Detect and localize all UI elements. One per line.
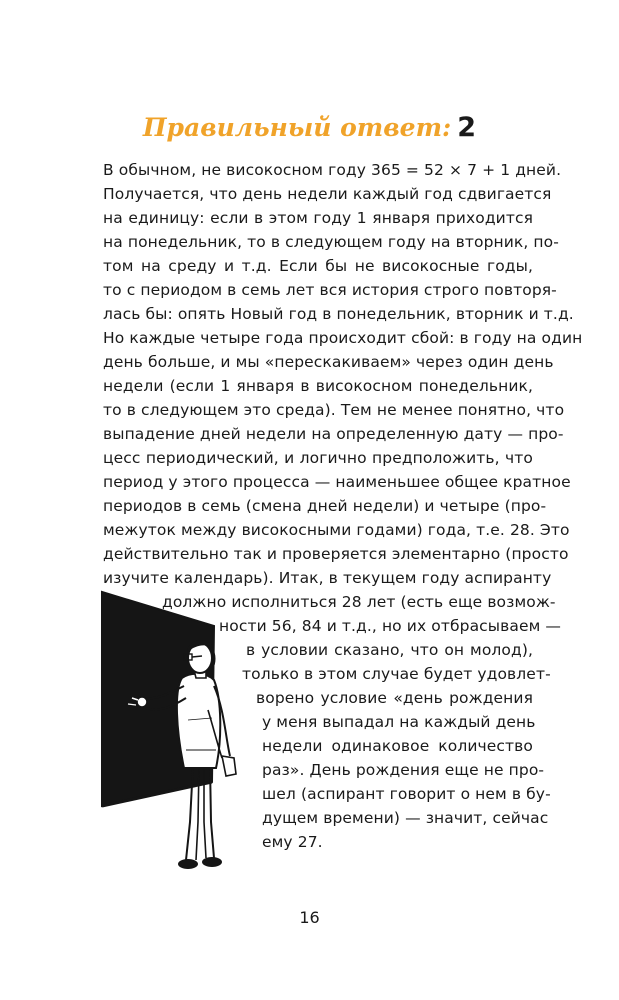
text-line: недели одинаковое количество bbox=[262, 737, 533, 755]
answer-heading-label: Правильный ответ: bbox=[142, 113, 452, 142]
text-line: межуток между високосными годами) года, т.е. 28. Это bbox=[103, 521, 570, 539]
text-line: цесс периодический, и логично предположить, что bbox=[103, 449, 533, 467]
text-line: Но каждые четыре года происходит сбой: в году на один bbox=[103, 329, 583, 347]
text-line: ему 27. bbox=[262, 833, 323, 851]
text-line: изучите календарь). Итак, в текущем году аспиранту bbox=[103, 569, 552, 587]
text-line: период у этого процесса — наименьшее общее кратное bbox=[103, 473, 571, 491]
text-line: у меня выпадал на каждый день bbox=[262, 713, 536, 731]
page-number: 16 bbox=[299, 908, 320, 927]
text-line: недели (если 1 января в високосном понедельник, bbox=[103, 377, 533, 395]
answer-number: 2 bbox=[457, 112, 477, 143]
text-line: шел (аспирант говорит о нем в бу- bbox=[262, 785, 551, 803]
text-line: ности 56, 84 и т.д., но их отбрасываем — bbox=[219, 617, 562, 635]
text-line: день больше, и мы «перескакиваем» через один день bbox=[103, 353, 554, 371]
text-line: том на среду и т.д. Если бы не високосные годы, bbox=[103, 257, 533, 275]
text-line: в условии сказано, что он молод), bbox=[246, 641, 533, 659]
text-line: только в этом случае будет удовлет- bbox=[242, 665, 551, 683]
text-line: должно исполниться 28 лет (есть еще возмож- bbox=[162, 593, 556, 611]
text-line: раз». День рождения еще не про- bbox=[262, 761, 545, 779]
text-line: В обычном, не високосном году 365 = 52 × 7 + 1 дней. bbox=[103, 161, 562, 179]
text-line: ворено условие «день рождения bbox=[256, 689, 533, 707]
text-line: то в следующем это среда). Тем не менее понятно, что bbox=[103, 401, 565, 419]
text-line: на понедельник, то в следующем году на вторник, по- bbox=[103, 233, 559, 251]
answer-heading bbox=[0, 112, 619, 143]
text-line: лась бы: опять Новый год в понедельник, вторник и т.д. bbox=[103, 305, 574, 323]
student-at-blackboard-illustration bbox=[98, 590, 258, 880]
text-line: на единицу: если в этом году 1 января приходится bbox=[103, 209, 533, 227]
text-line: дущем времени) — значит, сейчас bbox=[262, 809, 549, 827]
text-line: периодов в семь (смена дней недели) и четыре (про- bbox=[103, 497, 547, 515]
text-line: Получается, что день недели каждый год сдвигается bbox=[103, 185, 552, 203]
text-line: действительно так и проверяется элементарно (просто bbox=[103, 545, 569, 563]
text-line: выпадение дней недели на определенную дату — про- bbox=[103, 425, 564, 443]
text-line: то с периодом в семь лет вся история строго повторя- bbox=[103, 281, 557, 299]
